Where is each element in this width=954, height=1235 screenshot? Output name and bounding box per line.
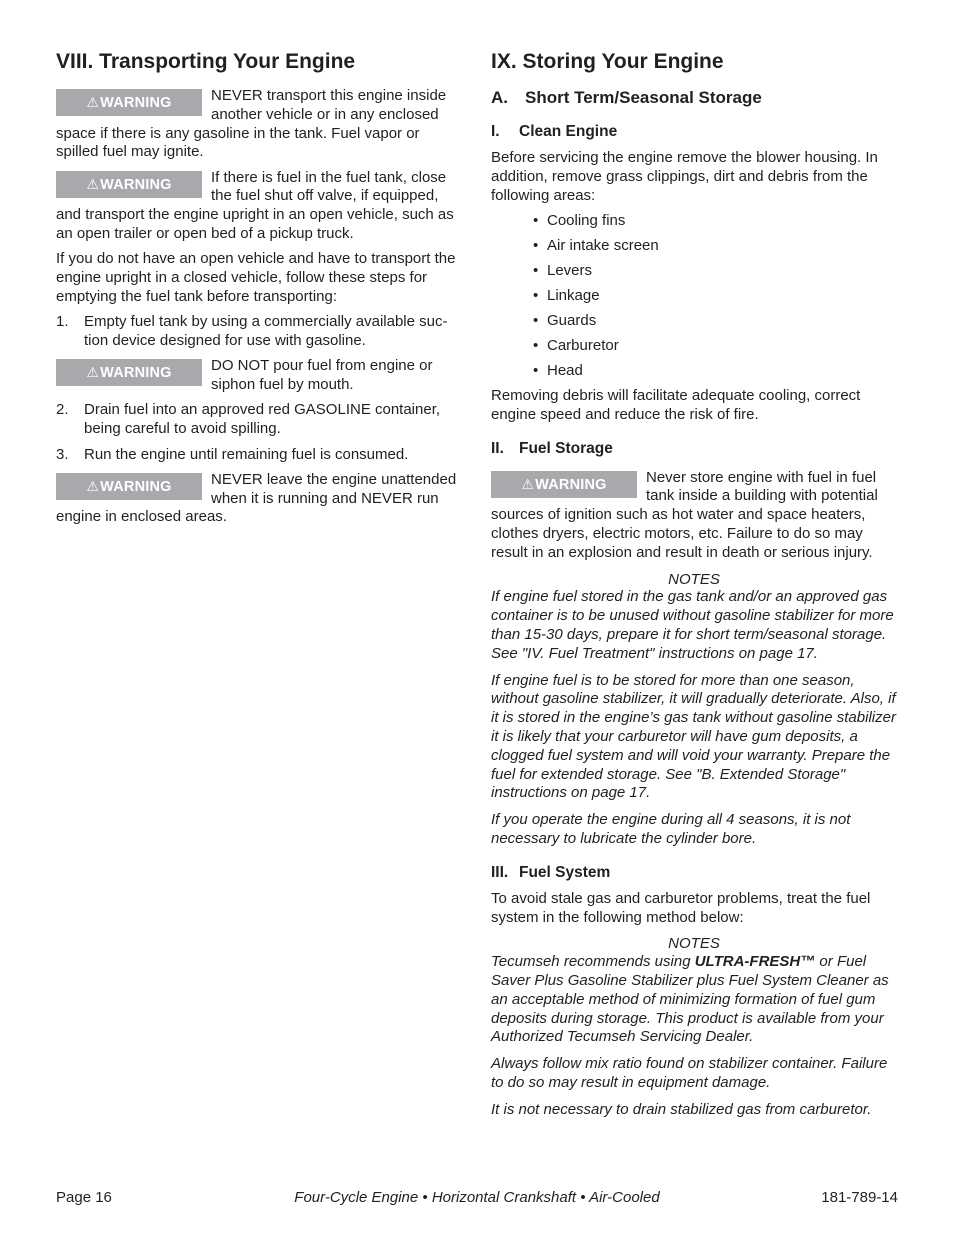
warning-triangle-icon: ⚠ [521, 475, 535, 492]
warning-text: NEVER transport this engine inside another vehicle or in any enclosed space if there is any gasoline in the tank. Fuel vapor or spilled fuel may ignite. [56, 87, 447, 161]
note: If engine fuel is to be stored for more than one season, without gasoline stabilizer, it will gradually deteriorate. Also, if it is stored in the engine’s gas tank without gasoline stabilizer it is likely that your carburetor will have gum deposits, a clogged fuel system and will void your warranty. Prepare the fuel for extended storage. See "B. Extended Storage" instructions on page 17. [491, 671, 896, 802]
step-text: Run the engine until remaining fuel is consumed. [84, 445, 409, 463]
heading-number: II. [491, 439, 504, 457]
section-heading-storing: IX. Storing Your Engine [491, 50, 724, 73]
note: Always follow mix ratio found on stabilizer container. Failure to do so may result in equipment damage. [491, 1055, 888, 1091]
warning-triangle-icon: ⚠ [86, 94, 100, 110]
warning-triangle-icon: ⚠ [86, 477, 100, 494]
note: It is not necessary to drain stabilized gas from carburetor. [491, 1100, 872, 1118]
heading-title: Clean Engine [519, 123, 618, 140]
heading-number: I. [491, 123, 500, 140]
warning-label: WARNING [100, 365, 172, 382]
list-item: • Head [533, 362, 897, 381]
subsection-title: Short Term/Seasonal Storage [525, 88, 762, 107]
left-column [56, 48, 463, 534]
note: If you operate the engine during all 4 seasons, it is not necessary to lubricate the cylinder bore. [491, 811, 851, 848]
warning-badge [56, 89, 202, 116]
list-item: • Linkage [533, 287, 897, 306]
warning-block [56, 471, 463, 527]
heading-number: III. [491, 863, 509, 881]
subsection-letter: A. [491, 88, 508, 107]
warning-block [56, 357, 463, 395]
step-number: 2. [56, 401, 69, 419]
warning-block [56, 87, 463, 162]
note [491, 953, 897, 1047]
warning-badge [491, 471, 637, 498]
list-item: • Carburetor [533, 337, 897, 356]
transport-steps [56, 401, 463, 464]
warning-text: NEVER leave the engine unattended when it is running and NEVER run engine in enclosed areas. [56, 470, 457, 526]
warning-text: DO NOT pour fuel from engine or siphon fuel by mouth. [211, 357, 433, 394]
document-number: 181-789-14 [821, 1189, 898, 1206]
step-text: Drain fuel into an approved red GASOLINE container, being careful to avoid spilling. [84, 401, 441, 438]
page-number: Page 16 [56, 1189, 112, 1206]
list-item: • Levers [533, 262, 897, 281]
note-text: or Fuel Saver Plus Gasoline Stabilizer plus Fuel System Cleaner as an acceptable method of minimizing formation of fuel gum deposits during storage. This product is available from your Authorized Tecumseh Servicing Dealer. [491, 953, 889, 1046]
warning-block [56, 169, 463, 244]
heading-clean-engine [491, 122, 897, 142]
warning-triangle-icon: ⚠ [86, 364, 100, 381]
warning-triangle-icon: ⚠ [86, 175, 100, 192]
warning-badge [56, 473, 202, 500]
warning-block [491, 469, 897, 563]
page-footer [56, 1189, 898, 1209]
list-item [56, 446, 463, 465]
notes-title: NOTES [668, 570, 720, 588]
warning-label: WARNING [100, 478, 172, 495]
fuel-system-intro: To avoid stale gas and carburetor problems, treat the fuel system in the following method below: [491, 889, 871, 926]
list-item: • Air intake screen [533, 237, 897, 256]
notes-title: NOTES [668, 935, 720, 953]
warning-badge [56, 171, 202, 198]
list-item: • Guards [533, 312, 897, 331]
transport-intro: If you do not have an open vehicle and have to transport the engine upright in a closed vehicle, follow these steps for emptying the fuel tank before transporting: [56, 250, 456, 305]
heading-fuel-system [491, 863, 897, 883]
list-item [56, 313, 463, 351]
note-text: Tecumseh recommends using [491, 953, 695, 971]
list-item [56, 401, 463, 439]
clean-engine-outro: Removing debris will facilitate adequate cooling, correct engine speed and reduce the risk of fire. [491, 387, 861, 423]
brand-name: ULTRA-FRESH™ [694, 953, 816, 971]
step-text: Empty fuel tank by using a commercially available suction device designed for use with gasoline. [84, 313, 448, 350]
clean-areas-list [533, 212, 897, 381]
transport-steps [56, 313, 463, 351]
subsection-heading-short-term [491, 87, 897, 109]
footer-title: Four-Cycle Engine • Horizontal Crankshaft • Air-Cooled [294, 1189, 660, 1206]
step-number: 1. [56, 313, 69, 331]
list-item: • Cooling fins [533, 212, 897, 231]
warning-text: Never store engine with fuel in fuel tank inside a building with potential sources of ignition such as hot water and space heaters, clothes dryers, electric motors, etc. Failure to do so may result in an explosion and result in death or serious injury. [491, 468, 878, 561]
warning-label: WARNING [100, 176, 172, 193]
warning-badge [56, 359, 202, 386]
heading-title: Fuel System [519, 863, 611, 881]
heading-title: Fuel Storage [519, 439, 613, 457]
warning-label: WARNING [535, 476, 607, 493]
warning-text: If there is fuel in the fuel tank, close the fuel shut off valve, if equipped, and transport the engine upright in an open vehicle, such as an open trailer or open bed of a pickup truck. [56, 168, 454, 243]
clean-engine-intro: Before servicing the engine remove the blower housing. In addition, remove grass clippings, dirt and debris from the following areas: [491, 149, 878, 204]
step-number: 3. [56, 445, 69, 463]
right-column [491, 48, 897, 1128]
note: If engine fuel stored in the gas tank and/or an approved gas container is to be unused without gasoline stabilizer for more than 15-30 days, prepare it for short term/seasonal storage. See "IV. Fuel Treatment" instructions on page 17. [491, 588, 894, 662]
warning-label: WARNING [100, 95, 172, 111]
heading-fuel-storage [491, 439, 897, 459]
section-heading-transporting: VIII. Transporting Your Engine [56, 50, 356, 73]
